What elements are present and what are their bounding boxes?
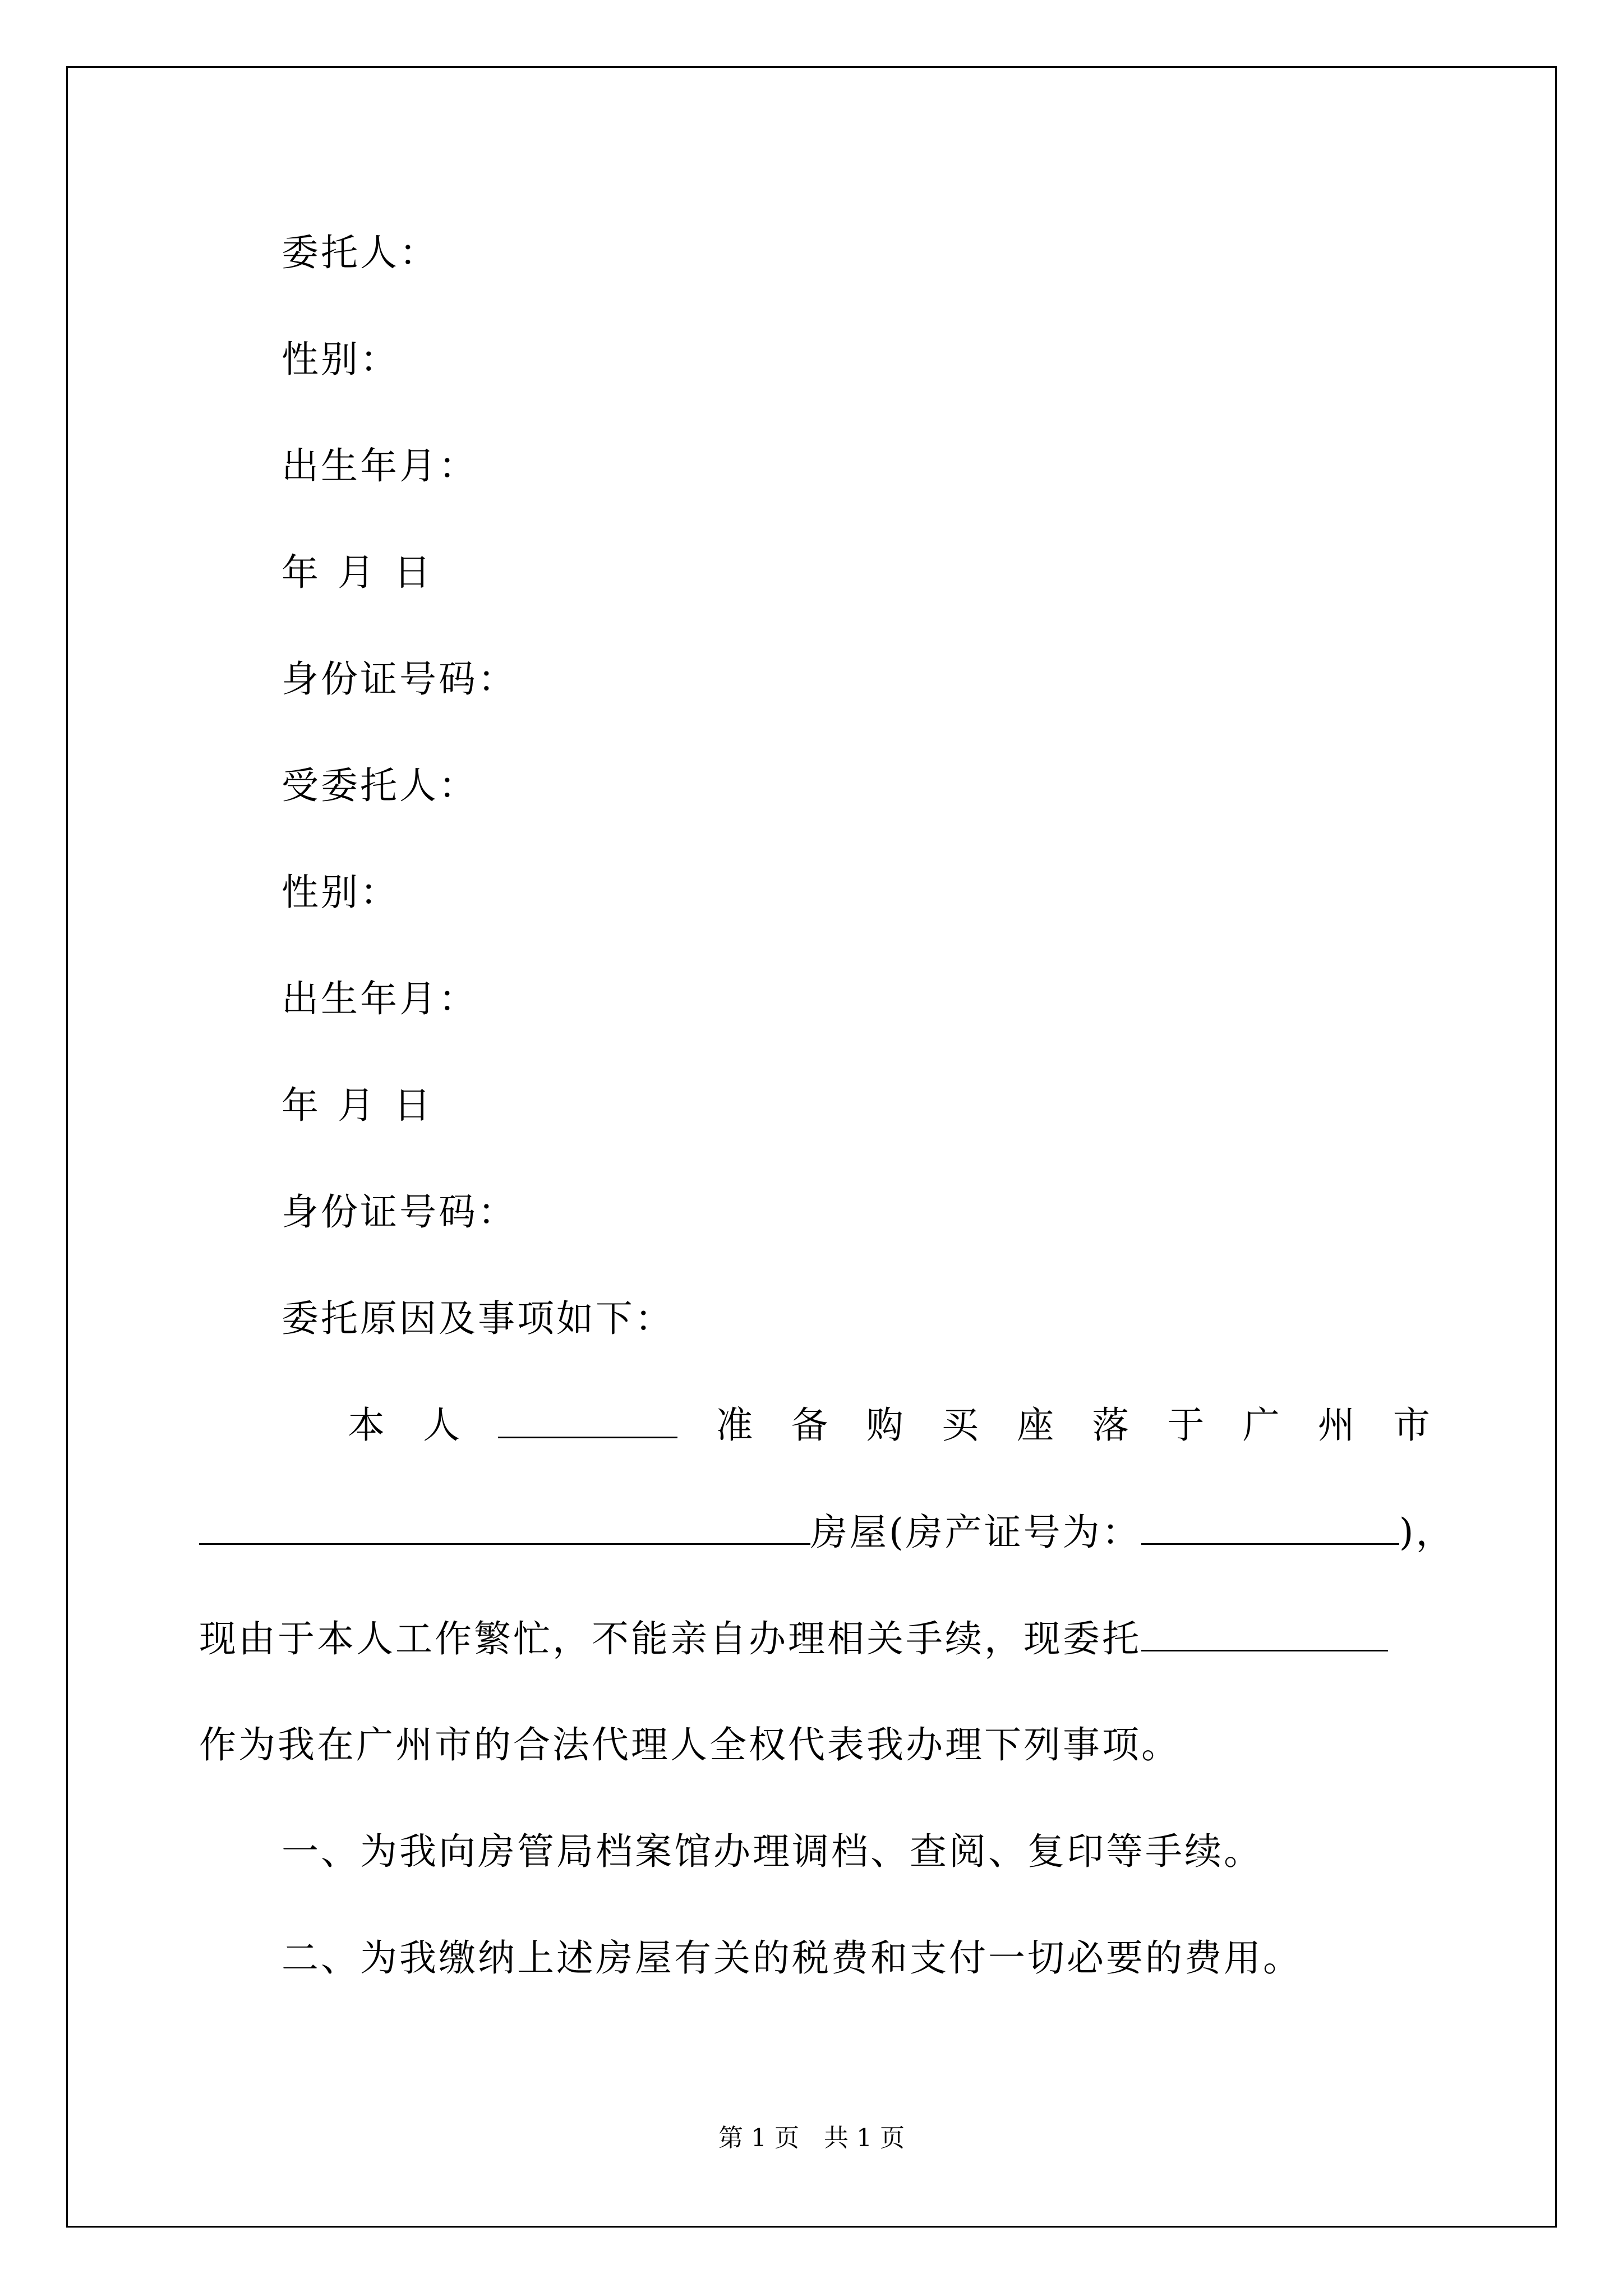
day-label: 日 — [394, 551, 433, 594]
day-label: 日 — [394, 1084, 433, 1127]
agent-gender-label: 性别： — [282, 871, 399, 914]
char: 本 — [348, 1404, 385, 1447]
reason-text: 现由于本人工作繁忙，不能亲自办理相关手续，现委托 — [199, 1617, 1141, 1660]
agent-id-number-label: 身份证号码： — [282, 1190, 517, 1234]
char: 于 — [1167, 1404, 1205, 1447]
char: 州 — [1317, 1404, 1355, 1447]
certificate-blank — [1141, 1510, 1399, 1545]
char: 购 — [866, 1404, 903, 1447]
date-row — [282, 550, 450, 595]
property-line — [199, 1510, 1455, 1555]
item-one: 一、为我向房管局档案馆办理调档、查阅、复印等手续。 — [282, 1830, 1263, 1873]
principal-label: 委托人： — [282, 231, 439, 274]
char: 市 — [1393, 1404, 1430, 1447]
purchase-line — [348, 1403, 1430, 1448]
agent-label: 受委托人： — [282, 764, 478, 807]
agent-date-row — [282, 1083, 450, 1128]
authority-line: 作为我在广州市的合法代理人全权代表我办理下列事项。 — [199, 1723, 1181, 1766]
month-label: 月 — [338, 1084, 377, 1127]
birth-date-label: 出生年月： — [282, 444, 478, 487]
page-border — [66, 66, 1557, 2228]
property-end: )， — [1399, 1511, 1455, 1554]
year-label: 年 — [282, 1084, 321, 1127]
month-label: 月 — [338, 551, 377, 594]
char: 落 — [1092, 1404, 1129, 1447]
agent-birth-date-label: 出生年月： — [282, 977, 478, 1020]
char: 座 — [1017, 1404, 1054, 1447]
char: 人 — [423, 1404, 460, 1447]
reason-line — [199, 1616, 1388, 1662]
id-number-label: 身份证号码： — [282, 657, 517, 701]
blank-field — [498, 1403, 677, 1438]
gender-label: 性别： — [282, 338, 399, 381]
char: 备 — [791, 1404, 828, 1447]
char: 广 — [1242, 1404, 1280, 1447]
address-blank — [199, 1510, 810, 1545]
year-label: 年 — [282, 551, 321, 594]
char: 准 — [716, 1404, 753, 1447]
reason-label: 委托原因及事项如下： — [282, 1297, 674, 1340]
agent-blank — [1141, 1616, 1388, 1651]
char: 买 — [941, 1404, 979, 1447]
item-two: 二、为我缴纳上述房屋有关的税费和支付一切必要的费用。 — [282, 1936, 1302, 1980]
property-text: 房屋(房产证号为： — [810, 1511, 1141, 1554]
page-footer: 第 1 页 共 1 页 — [718, 2124, 905, 2152]
